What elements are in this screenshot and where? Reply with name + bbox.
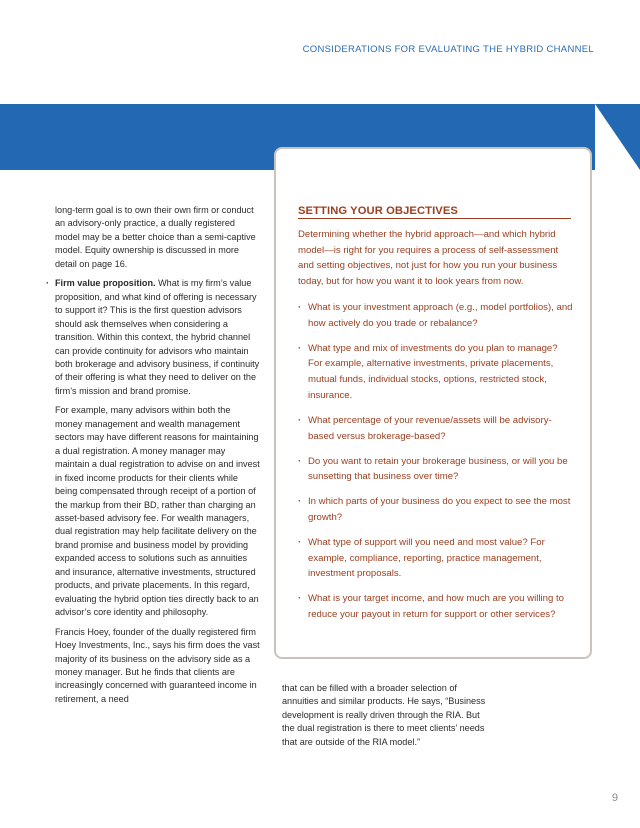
left-column: [46, 204, 260, 712]
left-paragraph-1: long-term goal is to own their own firm or conduct an advisory-only practice, a dually registered model may be a better choice than a semi-captive model. Equity ownership is discussed in more detail on page 16.: [55, 205, 256, 269]
bullet-mark: ·: [46, 278, 50, 289]
sidebar-question: · What type and mix of investments do you plan to manage? For example, alternative investments, private placements, mutual funds, individual stocks, options, restricted stock, insurance.: [298, 341, 574, 404]
sidebar-question: · What is your target income, and how much are you willing to reduce your payout in return for support or other services?: [298, 591, 574, 622]
running-head: CONSIDERATIONS FOR EVALUATING THE HYBRID CHANNEL: [302, 44, 594, 55]
sidebar-heading: SETTING YOUR OBJECTIVES: [298, 205, 571, 219]
left-bullet-firm-value: [46, 277, 260, 398]
sidebar-question: · What is your investment approach (e.g., model portfolios), and how actively do you trade or rebalance?: [298, 300, 574, 331]
left-paragraph-2: For example, many advisors within both the money management and wealth management sectors may have different reasons for maintaining a dual registration. A money manager may maintain a dual registration to advise on and invest in fixed income products for their clients while being compensated through receipt of a portion of the markup from their BD, rather than charging an asset-based advisory fee. For wealth managers, dual registration may help facilitate delivery on the brand promise and business model by providing expanded access to solutions such as annuities and insurance, alternative investments, structured products, and private placements. In this regard, evaluating the hybrid option ties directly back to an advisor’s core identity and philosophy.: [55, 405, 260, 618]
sidebar-question: · What type of support will you need and most value? For example, compliance, reporting, practice management, investment proposals.: [298, 535, 574, 582]
bullet-title: Firm value proposition.: [55, 278, 156, 289]
left-paragraph-3: Francis Hoey, founder of the dually registered firm Hoey Investments, Inc., says his firm does the vast majority of its business on the advisory side as a money manager. But he finds that clients are increasingly concerned with guaranteed income in retirement, a need: [55, 626, 260, 704]
objectives-sidebar: [274, 147, 592, 659]
sidebar-question-list: [298, 300, 574, 632]
right-column-paragraph: that can be filled with a broader selection of annuities and similar products. He says, “Business development is really driven through the RIA. But the dual registration is there to meet clients’ needs that are outside of the RIA model.”: [282, 683, 486, 747]
sidebar-intro: Determining whether the hybrid approach—and which hybrid model—is right for you requires a process of self-assessment and setting objectives, not just for how you run your business today, but for how you want it to look years from now.: [298, 229, 559, 288]
header-band-corner: [595, 104, 640, 170]
sidebar-question: · Do you want to retain your brokerage business, or will you be sunsetting that business over time?: [298, 454, 574, 485]
bullet-body: What is my firm’s value proposition, and what kind of offering is necessary to support it? This is the first question advisors should ask themselves when considering a transition. Within this context, the hybrid channel can provide continuity for advisors who maintain both brokerage and advisory business, if continuity of their offering is what they need to deliver on the firm’s mission and brand promise.: [55, 278, 260, 396]
page-number: 9: [611, 792, 618, 804]
sidebar-question: · In which parts of your business do you expect to see the most growth?: [298, 494, 574, 525]
sidebar-question: · What percentage of your revenue/assets will be advisory-based versus brokerage-based?: [298, 413, 574, 444]
